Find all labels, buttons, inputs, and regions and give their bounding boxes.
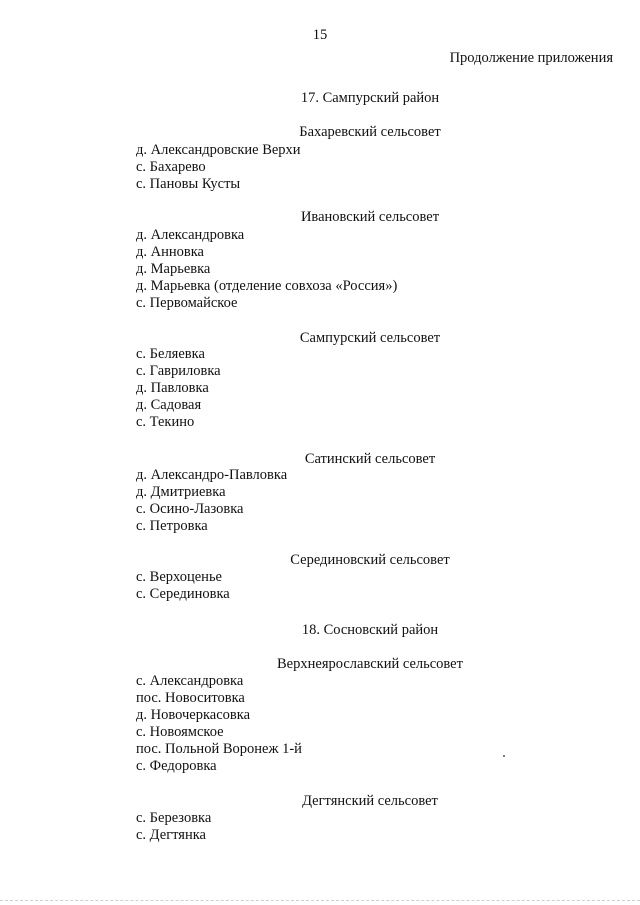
district-title: 17. Сампурский район (300, 90, 440, 106)
settlement-list (136, 467, 287, 535)
settlement-list (136, 810, 211, 844)
council-title: Сатинский сельсовет (304, 451, 436, 467)
continuation-label: Продолжение приложения (449, 50, 613, 66)
settlement-item: д. Марьевка (отделение совхоза «Россия») (136, 278, 398, 294)
settlement-item: д. Анновка (136, 244, 204, 260)
settlement-item: с. Березовка (136, 810, 212, 826)
settlement-item: д. Александровские Верхи (136, 142, 301, 158)
settlement-item: с. Дегтянка (136, 827, 206, 843)
settlement-item: д. Александровка (136, 227, 245, 243)
settlement-list (136, 346, 221, 431)
settlement-item: с. Пановы Кусты (136, 176, 241, 192)
settlement-item: с. Беляевка (136, 346, 205, 362)
page-number: 15 (312, 27, 328, 43)
settlement-item: с. Серединовка (136, 586, 230, 602)
settlement-item: д. Павловка (136, 380, 209, 396)
settlement-item: с. Текино (136, 414, 195, 430)
settlement-list (136, 142, 301, 193)
settlement-item: д. Новочеркасовка (136, 707, 251, 723)
settlement-list (136, 673, 302, 775)
settlement-item: с. Петровка (136, 518, 208, 534)
settlement-item: д. Дмитриевка (136, 484, 226, 500)
settlement-item: с. Новоямское (136, 724, 224, 740)
settlement-item: с. Александровка (136, 673, 244, 689)
settlement-item: с. Первомайское (136, 295, 238, 311)
council-title: Бахаревский сельсовет (299, 124, 441, 140)
council-title: Верхнеярославский сельсовет (277, 656, 463, 672)
settlement-item: с. Гавриловка (136, 363, 221, 379)
settlement-item: пос. Польной Воронеж 1-й (136, 741, 302, 757)
district-title: 18. Сосновский район (301, 622, 439, 638)
settlement-item: пос. Новоситовка (136, 690, 245, 706)
scan-edge (0, 900, 640, 902)
council-title: Дегтянский сельсовет (302, 793, 438, 809)
settlement-item: с. Верхоценье (136, 569, 222, 585)
settlement-item: с. Бахарево (136, 159, 206, 175)
council-title: Сампурский сельсовет (299, 330, 441, 346)
council-title: Ивановский сельсовет (300, 209, 440, 225)
council-title: Серединовский сельсовет (290, 552, 450, 568)
settlement-item: д. Марьевка (136, 261, 211, 277)
scan-speck (503, 755, 505, 757)
settlement-list (136, 569, 230, 603)
settlement-item: с. Федоровка (136, 758, 217, 774)
settlement-list (136, 227, 397, 312)
settlement-item: д. Александро-Павловка (136, 467, 288, 483)
settlement-item: с. Осино-Лазовка (136, 501, 244, 517)
settlement-item: д. Садовая (136, 397, 202, 413)
